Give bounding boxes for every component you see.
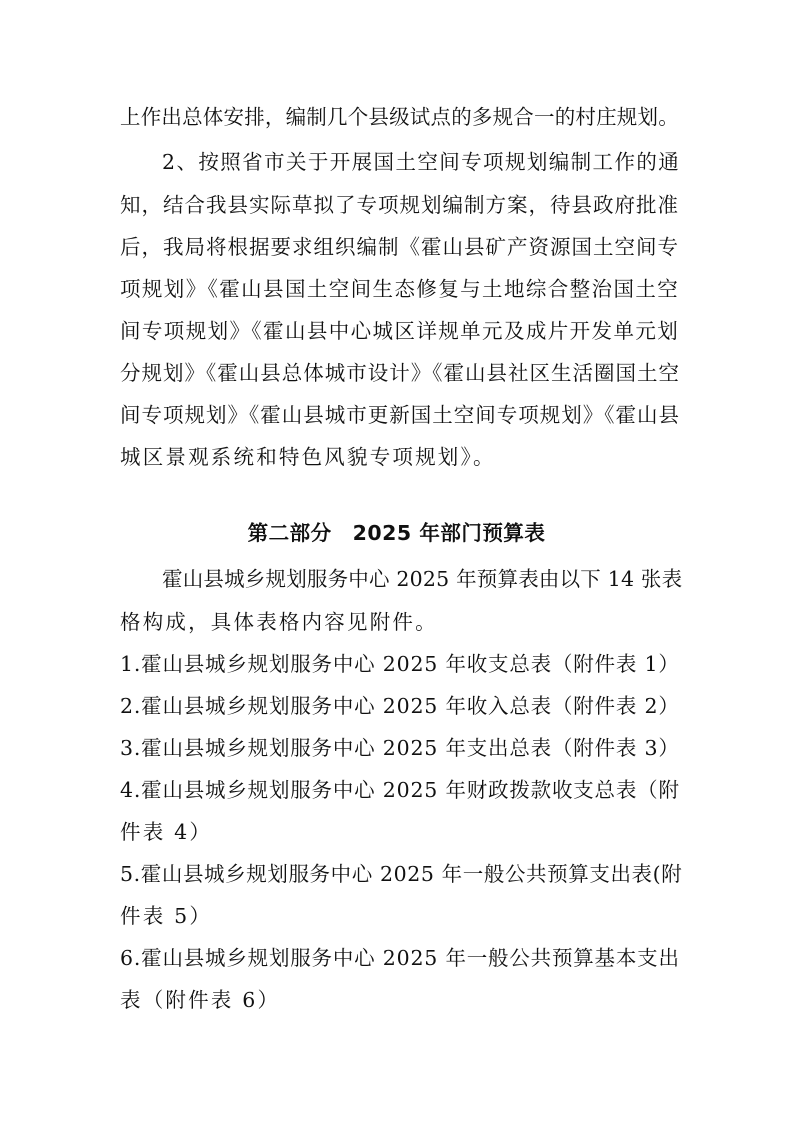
list-item: 表（附件表 6）	[120, 988, 281, 1012]
paragraph-line: 间专项规划》《霍山县中心城区详规单元及成片开发单元划	[120, 319, 680, 343]
list-item: 4.霍山县城乡规划服务中心 2025 年财政拨款收支总表（附	[120, 778, 680, 802]
paragraph-line: 分规划》《霍山县总体城市设计》《霍山县社区生活圈国土空	[120, 361, 680, 385]
paragraph-line: 霍山县城乡规划服务中心 2025 年预算表由以下 14 张表	[162, 567, 683, 591]
paragraph-line: 2、按照省市关于开展国土空间专项规划编制工作的通	[162, 150, 681, 174]
list-item: 3.霍山县城乡规划服务中心 2025 年支出总表（附件表 3）	[120, 736, 680, 760]
list-item: 5.霍山县城乡规划服务中心 2025 年一般公共预算支出表(附	[120, 862, 683, 886]
paragraph-line: 城区景观系统和特色风貌专项规划》。	[120, 445, 496, 469]
list-item: 1.霍山县城乡规划服务中心 2025 年收支总表（附件表 1）	[120, 652, 680, 676]
list-item: 件表 5）	[120, 904, 213, 928]
paragraph-line: 上作出总体安排，编制几个县级试点的多规合一的村庄规划。	[120, 105, 679, 129]
paragraph-line: 项规划》《霍山县国土空间生态修复与土地综合整治国土空	[120, 277, 680, 301]
paragraph-line: 格构成，具体表格内容见附件。	[120, 610, 438, 634]
section-heading: 第二部分 2025 年部门预算表	[247, 521, 546, 545]
list-item: 2.霍山县城乡规划服务中心 2025 年收入总表（附件表 2）	[120, 694, 680, 718]
list-item: 6.霍山县城乡规划服务中心 2025 年一般公共预算基本支出	[120, 946, 680, 970]
paragraph-line: 知，结合我县实际草拟了专项规划编制方案，待县政府批准	[120, 193, 679, 217]
list-item: 件表 4）	[120, 820, 213, 844]
paragraph-line: 后，我局将根据要求组织编制《霍山县矿产资源国土空间专	[120, 235, 679, 259]
paragraph-line: 间专项规划》《霍山县城市更新国土空间专项规划》《霍山县	[120, 403, 680, 427]
